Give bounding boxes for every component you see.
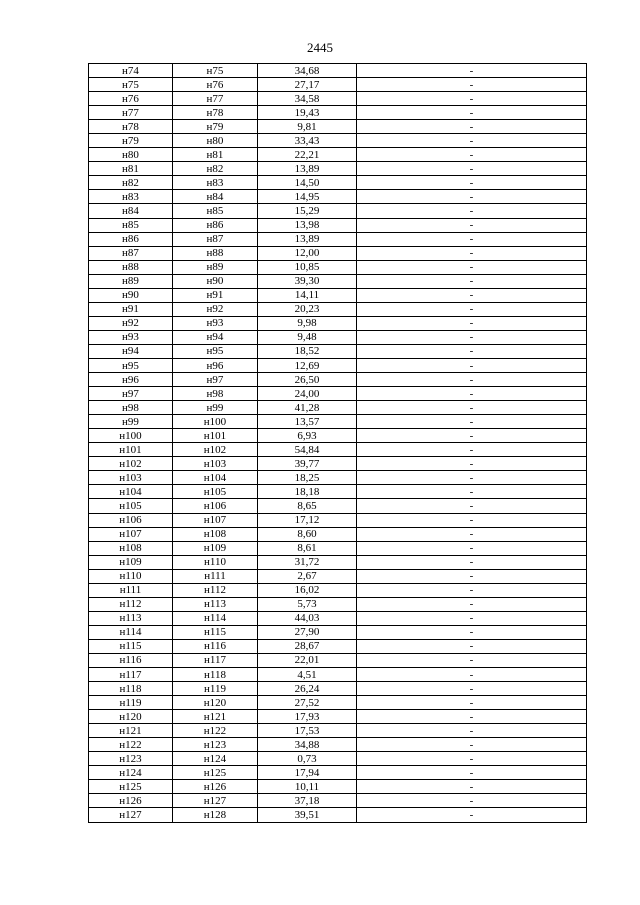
point-from-cell: н116 bbox=[89, 653, 173, 667]
table-row bbox=[89, 316, 587, 330]
distance-cell: 31,72 bbox=[258, 555, 357, 569]
point-from-cell: н97 bbox=[89, 387, 173, 401]
point-from-cell: н90 bbox=[89, 288, 173, 302]
point-from-cell: н100 bbox=[89, 429, 173, 443]
point-to-cell: н80 bbox=[173, 134, 258, 148]
table-row bbox=[89, 78, 587, 92]
note-cell: - bbox=[357, 134, 587, 148]
table-row bbox=[89, 218, 587, 232]
distance-cell: 14,50 bbox=[258, 176, 357, 190]
table-row bbox=[89, 373, 587, 387]
table-row bbox=[89, 583, 587, 597]
point-from-cell: н86 bbox=[89, 232, 173, 246]
table-row bbox=[89, 387, 587, 401]
note-cell: - bbox=[357, 106, 587, 120]
point-to-cell: н90 bbox=[173, 274, 258, 288]
point-to-cell: н113 bbox=[173, 597, 258, 611]
table-row bbox=[89, 204, 587, 218]
distance-cell: 22,21 bbox=[258, 148, 357, 162]
note-cell: - bbox=[357, 555, 587, 569]
distance-cell: 37,18 bbox=[258, 794, 357, 808]
point-from-cell: н122 bbox=[89, 738, 173, 752]
distance-cell: 18,18 bbox=[258, 485, 357, 499]
point-to-cell: н122 bbox=[173, 724, 258, 738]
note-cell: - bbox=[357, 569, 587, 583]
table-row bbox=[89, 569, 587, 583]
point-to-cell: н116 bbox=[173, 639, 258, 653]
point-from-cell: н81 bbox=[89, 162, 173, 176]
note-cell: - bbox=[357, 330, 587, 344]
point-to-cell: н98 bbox=[173, 387, 258, 401]
point-to-cell: н95 bbox=[173, 344, 258, 358]
distance-cell: 17,12 bbox=[258, 513, 357, 527]
note-cell: - bbox=[357, 541, 587, 555]
table-row bbox=[89, 653, 587, 667]
point-to-cell: н82 bbox=[173, 162, 258, 176]
point-to-cell: н96 bbox=[173, 358, 258, 372]
point-from-cell: н91 bbox=[89, 302, 173, 316]
point-to-cell: н94 bbox=[173, 330, 258, 344]
distance-cell: 12,69 bbox=[258, 358, 357, 372]
point-to-cell: н115 bbox=[173, 625, 258, 639]
point-to-cell: н126 bbox=[173, 780, 258, 794]
table-row bbox=[89, 766, 587, 780]
table-row bbox=[89, 696, 587, 710]
distance-cell: 17,53 bbox=[258, 724, 357, 738]
point-to-cell: н85 bbox=[173, 204, 258, 218]
table-row bbox=[89, 415, 587, 429]
point-from-cell: н118 bbox=[89, 682, 173, 696]
distance-cell: 39,51 bbox=[258, 808, 357, 822]
point-from-cell: н117 bbox=[89, 668, 173, 682]
distance-cell: 18,25 bbox=[258, 471, 357, 485]
point-to-cell: н97 bbox=[173, 373, 258, 387]
point-to-cell: н84 bbox=[173, 190, 258, 204]
table-row bbox=[89, 738, 587, 752]
point-to-cell: н124 bbox=[173, 752, 258, 766]
point-to-cell: н105 bbox=[173, 485, 258, 499]
point-from-cell: н101 bbox=[89, 443, 173, 457]
note-cell: - bbox=[357, 471, 587, 485]
point-from-cell: н75 bbox=[89, 78, 173, 92]
point-from-cell: н79 bbox=[89, 134, 173, 148]
note-cell: - bbox=[357, 401, 587, 415]
point-to-cell: н104 bbox=[173, 471, 258, 485]
table-row bbox=[89, 527, 587, 541]
point-from-cell: н77 bbox=[89, 106, 173, 120]
point-from-cell: н124 bbox=[89, 766, 173, 780]
note-cell: - bbox=[357, 316, 587, 330]
point-to-cell: н102 bbox=[173, 443, 258, 457]
table-row bbox=[89, 64, 587, 78]
point-from-cell: н99 bbox=[89, 415, 173, 429]
distance-cell: 34,58 bbox=[258, 92, 357, 106]
distance-cell: 14,11 bbox=[258, 288, 357, 302]
table-row bbox=[89, 190, 587, 204]
point-to-cell: н89 bbox=[173, 260, 258, 274]
note-cell: - bbox=[357, 457, 587, 471]
distance-cell: 27,17 bbox=[258, 78, 357, 92]
note-cell: - bbox=[357, 653, 587, 667]
point-from-cell: н76 bbox=[89, 92, 173, 106]
point-from-cell: н85 bbox=[89, 218, 173, 232]
distance-cell: 13,57 bbox=[258, 415, 357, 429]
table-row bbox=[89, 597, 587, 611]
note-cell: - bbox=[357, 443, 587, 457]
point-from-cell: н127 bbox=[89, 808, 173, 822]
point-from-cell: н84 bbox=[89, 204, 173, 218]
distance-cell: 34,68 bbox=[258, 64, 357, 78]
point-to-cell: н86 bbox=[173, 218, 258, 232]
distance-cell: 9,48 bbox=[258, 330, 357, 344]
point-to-cell: н117 bbox=[173, 653, 258, 667]
note-cell: - bbox=[357, 148, 587, 162]
point-to-cell: н119 bbox=[173, 682, 258, 696]
point-from-cell: н96 bbox=[89, 373, 173, 387]
note-cell: - bbox=[357, 696, 587, 710]
point-to-cell: н83 bbox=[173, 176, 258, 190]
note-cell: - bbox=[357, 387, 587, 401]
distance-cell: 13,89 bbox=[258, 162, 357, 176]
distance-cell: 8,60 bbox=[258, 527, 357, 541]
note-cell: - bbox=[357, 611, 587, 625]
point-to-cell: н118 bbox=[173, 668, 258, 682]
table-row bbox=[89, 471, 587, 485]
point-to-cell: н125 bbox=[173, 766, 258, 780]
table-row bbox=[89, 246, 587, 260]
point-from-cell: н74 bbox=[89, 64, 173, 78]
note-cell: - bbox=[357, 724, 587, 738]
note-cell: - bbox=[357, 583, 587, 597]
point-to-cell: н77 bbox=[173, 92, 258, 106]
table-row bbox=[89, 162, 587, 176]
table-row bbox=[89, 541, 587, 555]
point-from-cell: н82 bbox=[89, 176, 173, 190]
point-from-cell: н104 bbox=[89, 485, 173, 499]
table-body bbox=[89, 64, 587, 823]
table-row bbox=[89, 808, 587, 822]
table-row bbox=[89, 106, 587, 120]
point-from-cell: н107 bbox=[89, 527, 173, 541]
note-cell: - bbox=[357, 120, 587, 134]
point-from-cell: н83 bbox=[89, 190, 173, 204]
distance-cell: 0,73 bbox=[258, 752, 357, 766]
point-from-cell: н94 bbox=[89, 344, 173, 358]
point-to-cell: н87 bbox=[173, 232, 258, 246]
point-to-cell: н112 bbox=[173, 583, 258, 597]
table-row bbox=[89, 358, 587, 372]
note-cell: - bbox=[357, 513, 587, 527]
point-from-cell: н114 bbox=[89, 625, 173, 639]
distance-cell: 17,93 bbox=[258, 710, 357, 724]
point-from-cell: н102 bbox=[89, 457, 173, 471]
point-to-cell: н99 bbox=[173, 401, 258, 415]
table-row bbox=[89, 555, 587, 569]
distance-cell: 28,67 bbox=[258, 639, 357, 653]
note-cell: - bbox=[357, 204, 587, 218]
distance-cell: 4,51 bbox=[258, 668, 357, 682]
distance-cell: 18,52 bbox=[258, 344, 357, 358]
table-row bbox=[89, 780, 587, 794]
point-from-cell: н87 bbox=[89, 246, 173, 260]
note-cell: - bbox=[357, 288, 587, 302]
distance-cell: 12,00 bbox=[258, 246, 357, 260]
distance-cell: 13,98 bbox=[258, 218, 357, 232]
distance-cell: 13,89 bbox=[258, 232, 357, 246]
note-cell: - bbox=[357, 527, 587, 541]
point-from-cell: н120 bbox=[89, 710, 173, 724]
point-to-cell: н128 bbox=[173, 808, 258, 822]
distance-cell: 26,50 bbox=[258, 373, 357, 387]
distance-cell: 41,28 bbox=[258, 401, 357, 415]
table-row bbox=[89, 513, 587, 527]
note-cell: - bbox=[357, 260, 587, 274]
page-number: 2445 bbox=[307, 40, 333, 55]
note-cell: - bbox=[357, 499, 587, 513]
note-cell: - bbox=[357, 752, 587, 766]
note-cell: - bbox=[357, 190, 587, 204]
note-cell: - bbox=[357, 218, 587, 232]
note-cell: - bbox=[357, 92, 587, 106]
point-from-cell: н109 bbox=[89, 555, 173, 569]
note-cell: - bbox=[357, 302, 587, 316]
table-row bbox=[89, 752, 587, 766]
table-row bbox=[89, 611, 587, 625]
distance-cell: 8,65 bbox=[258, 499, 357, 513]
table-row bbox=[89, 120, 587, 134]
point-to-cell: н79 bbox=[173, 120, 258, 134]
point-from-cell: н125 bbox=[89, 780, 173, 794]
distance-cell: 27,90 bbox=[258, 625, 357, 639]
note-cell: - bbox=[357, 176, 587, 190]
table-row bbox=[89, 148, 587, 162]
point-to-cell: н111 bbox=[173, 569, 258, 583]
distance-cell: 10,11 bbox=[258, 780, 357, 794]
table-row bbox=[89, 724, 587, 738]
distance-cell: 6,93 bbox=[258, 429, 357, 443]
point-from-cell: н112 bbox=[89, 597, 173, 611]
point-from-cell: н113 bbox=[89, 611, 173, 625]
distance-cell: 26,24 bbox=[258, 682, 357, 696]
note-cell: - bbox=[357, 808, 587, 822]
boundary-points-table bbox=[88, 63, 587, 823]
note-cell: - bbox=[357, 344, 587, 358]
note-cell: - bbox=[357, 780, 587, 794]
point-to-cell: н76 bbox=[173, 78, 258, 92]
table-row bbox=[89, 429, 587, 443]
table-row bbox=[89, 457, 587, 471]
point-to-cell: н108 bbox=[173, 527, 258, 541]
point-to-cell: н75 bbox=[173, 64, 258, 78]
table-row bbox=[89, 485, 587, 499]
point-to-cell: н93 bbox=[173, 316, 258, 330]
distance-cell: 14,95 bbox=[258, 190, 357, 204]
table-row bbox=[89, 302, 587, 316]
point-to-cell: н107 bbox=[173, 513, 258, 527]
distance-cell: 27,52 bbox=[258, 696, 357, 710]
point-from-cell: н106 bbox=[89, 513, 173, 527]
point-to-cell: н120 bbox=[173, 696, 258, 710]
point-to-cell: н106 bbox=[173, 499, 258, 513]
point-from-cell: н110 bbox=[89, 569, 173, 583]
point-from-cell: н80 bbox=[89, 148, 173, 162]
note-cell: - bbox=[357, 64, 587, 78]
table-row bbox=[89, 710, 587, 724]
distance-cell: 39,30 bbox=[258, 274, 357, 288]
distance-cell: 19,43 bbox=[258, 106, 357, 120]
note-cell: - bbox=[357, 232, 587, 246]
note-cell: - bbox=[357, 429, 587, 443]
point-from-cell: н121 bbox=[89, 724, 173, 738]
table-row bbox=[89, 344, 587, 358]
distance-cell: 44,03 bbox=[258, 611, 357, 625]
point-from-cell: н89 bbox=[89, 274, 173, 288]
point-to-cell: н123 bbox=[173, 738, 258, 752]
table-row bbox=[89, 176, 587, 190]
point-to-cell: н81 bbox=[173, 148, 258, 162]
distance-cell: 5,73 bbox=[258, 597, 357, 611]
point-to-cell: н103 bbox=[173, 457, 258, 471]
point-from-cell: н108 bbox=[89, 541, 173, 555]
note-cell: - bbox=[357, 766, 587, 780]
table-row bbox=[89, 134, 587, 148]
note-cell: - bbox=[357, 78, 587, 92]
distance-cell: 20,23 bbox=[258, 302, 357, 316]
note-cell: - bbox=[357, 373, 587, 387]
note-cell: - bbox=[357, 682, 587, 696]
point-from-cell: н105 bbox=[89, 499, 173, 513]
note-cell: - bbox=[357, 738, 587, 752]
point-to-cell: н78 bbox=[173, 106, 258, 120]
note-cell: - bbox=[357, 485, 587, 499]
note-cell: - bbox=[357, 794, 587, 808]
distance-cell: 39,77 bbox=[258, 457, 357, 471]
table-row bbox=[89, 794, 587, 808]
note-cell: - bbox=[357, 358, 587, 372]
distance-cell: 9,81 bbox=[258, 120, 357, 134]
note-cell: - bbox=[357, 668, 587, 682]
table-row bbox=[89, 401, 587, 415]
point-to-cell: н127 bbox=[173, 794, 258, 808]
point-from-cell: н123 bbox=[89, 752, 173, 766]
point-from-cell: н88 bbox=[89, 260, 173, 274]
distance-cell: 10,85 bbox=[258, 260, 357, 274]
distance-cell: 17,94 bbox=[258, 766, 357, 780]
distance-cell: 54,84 bbox=[258, 443, 357, 457]
distance-cell: 22,01 bbox=[258, 653, 357, 667]
point-from-cell: н119 bbox=[89, 696, 173, 710]
distance-cell: 9,98 bbox=[258, 316, 357, 330]
table-row bbox=[89, 443, 587, 457]
note-cell: - bbox=[357, 415, 587, 429]
point-from-cell: н115 bbox=[89, 639, 173, 653]
table-row bbox=[89, 330, 587, 344]
point-from-cell: н103 bbox=[89, 471, 173, 485]
point-to-cell: н100 bbox=[173, 415, 258, 429]
point-from-cell: н78 bbox=[89, 120, 173, 134]
table-row bbox=[89, 625, 587, 639]
table-row bbox=[89, 274, 587, 288]
point-to-cell: н88 bbox=[173, 246, 258, 260]
point-from-cell: н92 bbox=[89, 316, 173, 330]
table-row bbox=[89, 639, 587, 653]
table-row bbox=[89, 260, 587, 274]
distance-cell: 33,43 bbox=[258, 134, 357, 148]
table-row bbox=[89, 232, 587, 246]
note-cell: - bbox=[357, 710, 587, 724]
note-cell: - bbox=[357, 246, 587, 260]
point-from-cell: н111 bbox=[89, 583, 173, 597]
table-row bbox=[89, 288, 587, 302]
note-cell: - bbox=[357, 162, 587, 176]
distance-cell: 24,00 bbox=[258, 387, 357, 401]
point-from-cell: н95 bbox=[89, 358, 173, 372]
note-cell: - bbox=[357, 639, 587, 653]
point-to-cell: н110 bbox=[173, 555, 258, 569]
point-to-cell: н109 bbox=[173, 541, 258, 555]
point-to-cell: н91 bbox=[173, 288, 258, 302]
table-row bbox=[89, 92, 587, 106]
distance-cell: 2,67 bbox=[258, 569, 357, 583]
note-cell: - bbox=[357, 597, 587, 611]
point-to-cell: н114 bbox=[173, 611, 258, 625]
table-row bbox=[89, 682, 587, 696]
point-to-cell: н92 bbox=[173, 302, 258, 316]
note-cell: - bbox=[357, 274, 587, 288]
distance-cell: 15,29 bbox=[258, 204, 357, 218]
distance-cell: 16,02 bbox=[258, 583, 357, 597]
point-to-cell: н121 bbox=[173, 710, 258, 724]
note-cell: - bbox=[357, 625, 587, 639]
point-from-cell: н98 bbox=[89, 401, 173, 415]
table-row bbox=[89, 499, 587, 513]
table-row bbox=[89, 668, 587, 682]
point-to-cell: н101 bbox=[173, 429, 258, 443]
point-from-cell: н93 bbox=[89, 330, 173, 344]
distance-cell: 34,88 bbox=[258, 738, 357, 752]
point-from-cell: н126 bbox=[89, 794, 173, 808]
distance-cell: 8,61 bbox=[258, 541, 357, 555]
